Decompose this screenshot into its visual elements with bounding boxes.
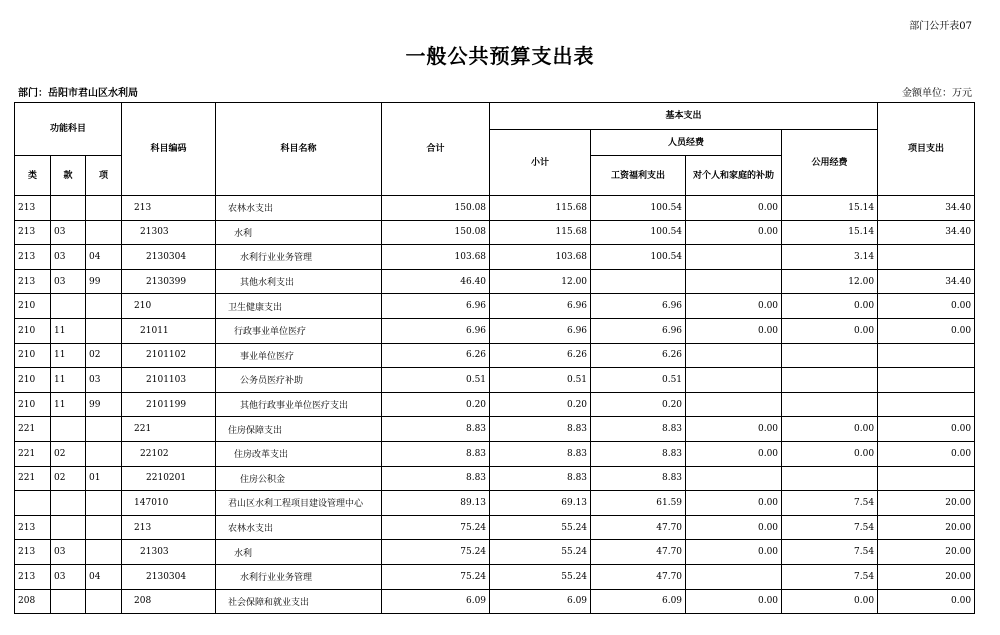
cell-xiang: 03 xyxy=(86,368,122,393)
cell-xiang: 99 xyxy=(86,392,122,417)
cell-total: 46.40 xyxy=(382,269,490,294)
cell-xiang xyxy=(86,441,122,466)
cell-total: 75.24 xyxy=(382,515,490,540)
table-row xyxy=(15,491,975,516)
cell-kuan xyxy=(51,491,86,516)
cell-kuan: 03 xyxy=(51,245,86,270)
table-row xyxy=(15,220,975,245)
header-kuan: 款 xyxy=(51,156,86,196)
cell-subtotal: 6.96 xyxy=(490,294,591,319)
page-title: 一般公共预算支出表 xyxy=(405,44,595,68)
cell-xiang xyxy=(86,318,122,343)
cell-code: 2210201 xyxy=(122,466,216,491)
cell-public: 7.54 xyxy=(782,491,878,516)
cell-kuan: 11 xyxy=(51,318,86,343)
cell-name: 住房公积金 xyxy=(216,466,382,491)
cell-project: 0.00 xyxy=(878,294,975,319)
cell-personal: 0.00 xyxy=(686,318,782,343)
cell-personal: 0.00 xyxy=(686,589,782,614)
cell-name: 水利行业业务管理 xyxy=(216,245,382,270)
table-row xyxy=(15,540,975,565)
header-subtotal: 小计 xyxy=(490,130,591,196)
cell-total: 6.26 xyxy=(382,343,490,368)
cell-code: 21303 xyxy=(122,540,216,565)
header-func-subject: 功能科目 xyxy=(15,103,122,156)
cell-total: 6.09 xyxy=(382,589,490,614)
cell-project xyxy=(878,368,975,393)
table-row xyxy=(15,368,975,393)
cell-kuan: 03 xyxy=(51,540,86,565)
cell-kuan: 02 xyxy=(51,466,86,491)
cell-salary: 47.70 xyxy=(591,540,686,565)
cell-subtotal: 0.20 xyxy=(490,392,591,417)
cell-salary: 100.54 xyxy=(591,245,686,270)
cell-kuan xyxy=(51,294,86,319)
cell-xiang xyxy=(86,491,122,516)
header-public-funds: 公用经费 xyxy=(782,130,878,196)
cell-code: 147010 xyxy=(122,491,216,516)
cell-total: 0.20 xyxy=(382,392,490,417)
header-xiang: 项 xyxy=(86,156,122,196)
cell-salary: 6.26 xyxy=(591,343,686,368)
cell-code: 213 xyxy=(122,515,216,540)
header-basic: 基本支出 xyxy=(490,103,878,130)
cell-code: 22102 xyxy=(122,441,216,466)
cell-total: 6.96 xyxy=(382,318,490,343)
cell-xiang xyxy=(86,417,122,442)
cell-lei: 208 xyxy=(15,589,51,614)
cell-salary: 47.70 xyxy=(591,564,686,589)
header-project: 项目支出 xyxy=(878,103,975,196)
cell-kuan: 11 xyxy=(51,368,86,393)
cell-salary: 8.83 xyxy=(591,466,686,491)
cell-name: 其他水利支出 xyxy=(216,269,382,294)
cell-personal: 0.00 xyxy=(686,491,782,516)
cell-name: 卫生健康支出 xyxy=(216,294,382,319)
cell-lei: 221 xyxy=(15,417,51,442)
cell-total: 75.24 xyxy=(382,564,490,589)
cell-project: 20.00 xyxy=(878,491,975,516)
cell-project: 0.00 xyxy=(878,441,975,466)
cell-public: 15.14 xyxy=(782,220,878,245)
cell-xiang: 04 xyxy=(86,564,122,589)
cell-xiang xyxy=(86,294,122,319)
cell-personal xyxy=(686,392,782,417)
header-subject-code: 科目编码 xyxy=(122,103,216,196)
cell-name: 水利 xyxy=(216,540,382,565)
cell-xiang xyxy=(86,515,122,540)
cell-personal: 0.00 xyxy=(686,441,782,466)
cell-personal xyxy=(686,343,782,368)
cell-subtotal: 8.83 xyxy=(490,417,591,442)
cell-name: 住房改革支出 xyxy=(216,441,382,466)
cell-personal: 0.00 xyxy=(686,196,782,221)
cell-name: 行政事业单位医疗 xyxy=(216,318,382,343)
cell-name: 水利行业业务管理 xyxy=(216,564,382,589)
cell-kuan: 11 xyxy=(51,343,86,368)
table-number: 部门公开表07 xyxy=(909,21,972,32)
unit-label: 金额单位：万元 xyxy=(902,88,972,99)
cell-xiang: 01 xyxy=(86,466,122,491)
cell-subtotal: 55.24 xyxy=(490,515,591,540)
cell-lei xyxy=(15,491,51,516)
cell-subtotal: 8.83 xyxy=(490,466,591,491)
cell-name: 农林水支出 xyxy=(216,196,382,221)
cell-subtotal: 55.24 xyxy=(490,540,591,565)
cell-name: 住房保障支出 xyxy=(216,417,382,442)
cell-total: 150.08 xyxy=(382,220,490,245)
cell-lei: 213 xyxy=(15,269,51,294)
table-row xyxy=(15,294,975,319)
cell-code: 2101102 xyxy=(122,343,216,368)
cell-lei: 210 xyxy=(15,392,51,417)
cell-xiang: 02 xyxy=(86,343,122,368)
cell-subtotal: 8.83 xyxy=(490,441,591,466)
cell-code: 2130304 xyxy=(122,564,216,589)
cell-project xyxy=(878,245,975,270)
cell-salary: 6.09 xyxy=(591,589,686,614)
table-row xyxy=(15,343,975,368)
cell-code: 21011 xyxy=(122,318,216,343)
cell-project: 20.00 xyxy=(878,540,975,565)
cell-personal xyxy=(686,564,782,589)
cell-salary: 47.70 xyxy=(591,515,686,540)
cell-project: 34.40 xyxy=(878,196,975,221)
budget-table xyxy=(14,102,975,614)
table-row xyxy=(15,466,975,491)
header-salary: 工资福利支出 xyxy=(591,156,686,196)
cell-public: 0.00 xyxy=(782,294,878,319)
cell-public: 0.00 xyxy=(782,417,878,442)
cell-total: 8.83 xyxy=(382,441,490,466)
cell-personal xyxy=(686,269,782,294)
cell-public xyxy=(782,368,878,393)
cell-code: 210 xyxy=(122,294,216,319)
cell-lei: 210 xyxy=(15,294,51,319)
cell-subtotal: 12.00 xyxy=(490,269,591,294)
cell-code: 2130304 xyxy=(122,245,216,270)
cell-code: 208 xyxy=(122,589,216,614)
cell-project: 0.00 xyxy=(878,417,975,442)
cell-lei: 210 xyxy=(15,318,51,343)
cell-total: 8.83 xyxy=(382,466,490,491)
cell-xiang: 99 xyxy=(86,269,122,294)
cell-public: 0.00 xyxy=(782,318,878,343)
cell-lei: 213 xyxy=(15,540,51,565)
table-row xyxy=(15,564,975,589)
cell-project: 34.40 xyxy=(878,269,975,294)
cell-public: 0.00 xyxy=(782,589,878,614)
cell-total: 0.51 xyxy=(382,368,490,393)
cell-salary: 6.96 xyxy=(591,294,686,319)
cell-kuan: 03 xyxy=(51,269,86,294)
header-personnel: 人员经费 xyxy=(591,130,782,156)
cell-personal: 0.00 xyxy=(686,515,782,540)
cell-lei: 213 xyxy=(15,196,51,221)
header-lei: 类 xyxy=(15,156,51,196)
cell-kuan: 11 xyxy=(51,392,86,417)
cell-total: 103.68 xyxy=(382,245,490,270)
table-row xyxy=(15,515,975,540)
cell-name: 事业单位医疗 xyxy=(216,343,382,368)
header-total: 合计 xyxy=(382,103,490,196)
table-row xyxy=(15,196,975,221)
cell-personal xyxy=(686,368,782,393)
cell-kuan: 02 xyxy=(51,441,86,466)
cell-personal xyxy=(686,245,782,270)
department-label: 部门：岳阳市君山区水利局 xyxy=(18,88,138,99)
cell-subtotal: 6.96 xyxy=(490,318,591,343)
cell-project: 34.40 xyxy=(878,220,975,245)
cell-public: 7.54 xyxy=(782,564,878,589)
table-row xyxy=(15,589,975,614)
cell-lei: 210 xyxy=(15,343,51,368)
cell-xiang xyxy=(86,540,122,565)
cell-project: 20.00 xyxy=(878,515,975,540)
cell-name: 社会保障和就业支出 xyxy=(216,589,382,614)
table-row xyxy=(15,245,975,270)
cell-xiang xyxy=(86,589,122,614)
cell-subtotal: 0.51 xyxy=(490,368,591,393)
cell-kuan xyxy=(51,515,86,540)
header-subject-name: 科目名称 xyxy=(216,103,382,196)
cell-public: 12.00 xyxy=(782,269,878,294)
cell-personal: 0.00 xyxy=(686,417,782,442)
table-row xyxy=(15,269,975,294)
cell-public: 3.14 xyxy=(782,245,878,270)
cell-code: 213 xyxy=(122,196,216,221)
table-row xyxy=(15,318,975,343)
cell-name: 农林水支出 xyxy=(216,515,382,540)
cell-name: 水利 xyxy=(216,220,382,245)
cell-project: 0.00 xyxy=(878,589,975,614)
cell-code: 221 xyxy=(122,417,216,442)
cell-salary: 100.54 xyxy=(591,220,686,245)
cell-salary: 8.83 xyxy=(591,417,686,442)
cell-name: 其他行政事业单位医疗支出 xyxy=(216,392,382,417)
cell-project: 0.00 xyxy=(878,318,975,343)
cell-project xyxy=(878,343,975,368)
cell-public xyxy=(782,343,878,368)
cell-lei: 221 xyxy=(15,441,51,466)
cell-public: 15.14 xyxy=(782,196,878,221)
cell-public xyxy=(782,392,878,417)
cell-kuan: 03 xyxy=(51,220,86,245)
cell-subtotal: 69.13 xyxy=(490,491,591,516)
cell-salary: 0.51 xyxy=(591,368,686,393)
cell-lei: 213 xyxy=(15,515,51,540)
cell-salary: 6.96 xyxy=(591,318,686,343)
cell-name: 君山区水利工程项目建设管理中心 xyxy=(216,491,382,516)
cell-code: 2130399 xyxy=(122,269,216,294)
cell-code: 2101103 xyxy=(122,368,216,393)
cell-kuan xyxy=(51,589,86,614)
cell-project: 20.00 xyxy=(878,564,975,589)
cell-total: 8.83 xyxy=(382,417,490,442)
cell-salary: 0.20 xyxy=(591,392,686,417)
cell-lei: 213 xyxy=(15,564,51,589)
cell-public: 7.54 xyxy=(782,515,878,540)
cell-subtotal: 115.68 xyxy=(490,196,591,221)
cell-name: 公务员医疗补助 xyxy=(216,368,382,393)
cell-subtotal: 55.24 xyxy=(490,564,591,589)
cell-total: 150.08 xyxy=(382,196,490,221)
cell-kuan xyxy=(51,417,86,442)
cell-personal: 0.00 xyxy=(686,540,782,565)
table-row xyxy=(15,441,975,466)
cell-project xyxy=(878,466,975,491)
cell-project xyxy=(878,392,975,417)
cell-lei: 213 xyxy=(15,220,51,245)
cell-salary: 61.59 xyxy=(591,491,686,516)
cell-salary: 8.83 xyxy=(591,441,686,466)
cell-lei: 221 xyxy=(15,466,51,491)
cell-salary xyxy=(591,269,686,294)
cell-public: 7.54 xyxy=(782,540,878,565)
cell-kuan: 03 xyxy=(51,564,86,589)
cell-total: 6.96 xyxy=(382,294,490,319)
cell-salary: 100.54 xyxy=(591,196,686,221)
cell-public: 0.00 xyxy=(782,441,878,466)
cell-subtotal: 115.68 xyxy=(490,220,591,245)
table-row xyxy=(15,417,975,442)
header-personal-family: 对个人和家庭的补助 xyxy=(686,156,782,196)
cell-personal: 0.00 xyxy=(686,294,782,319)
cell-xiang xyxy=(86,196,122,221)
cell-total: 75.24 xyxy=(382,540,490,565)
cell-total: 89.13 xyxy=(382,491,490,516)
cell-personal xyxy=(686,466,782,491)
cell-lei: 213 xyxy=(15,245,51,270)
cell-subtotal: 103.68 xyxy=(490,245,591,270)
cell-code: 21303 xyxy=(122,220,216,245)
table-body xyxy=(15,196,975,614)
cell-subtotal: 6.09 xyxy=(490,589,591,614)
cell-code: 2101199 xyxy=(122,392,216,417)
cell-kuan xyxy=(51,196,86,221)
cell-public xyxy=(782,466,878,491)
cell-subtotal: 6.26 xyxy=(490,343,591,368)
table-row xyxy=(15,392,975,417)
cell-xiang xyxy=(86,220,122,245)
cell-lei: 210 xyxy=(15,368,51,393)
cell-xiang: 04 xyxy=(86,245,122,270)
cell-personal: 0.00 xyxy=(686,220,782,245)
